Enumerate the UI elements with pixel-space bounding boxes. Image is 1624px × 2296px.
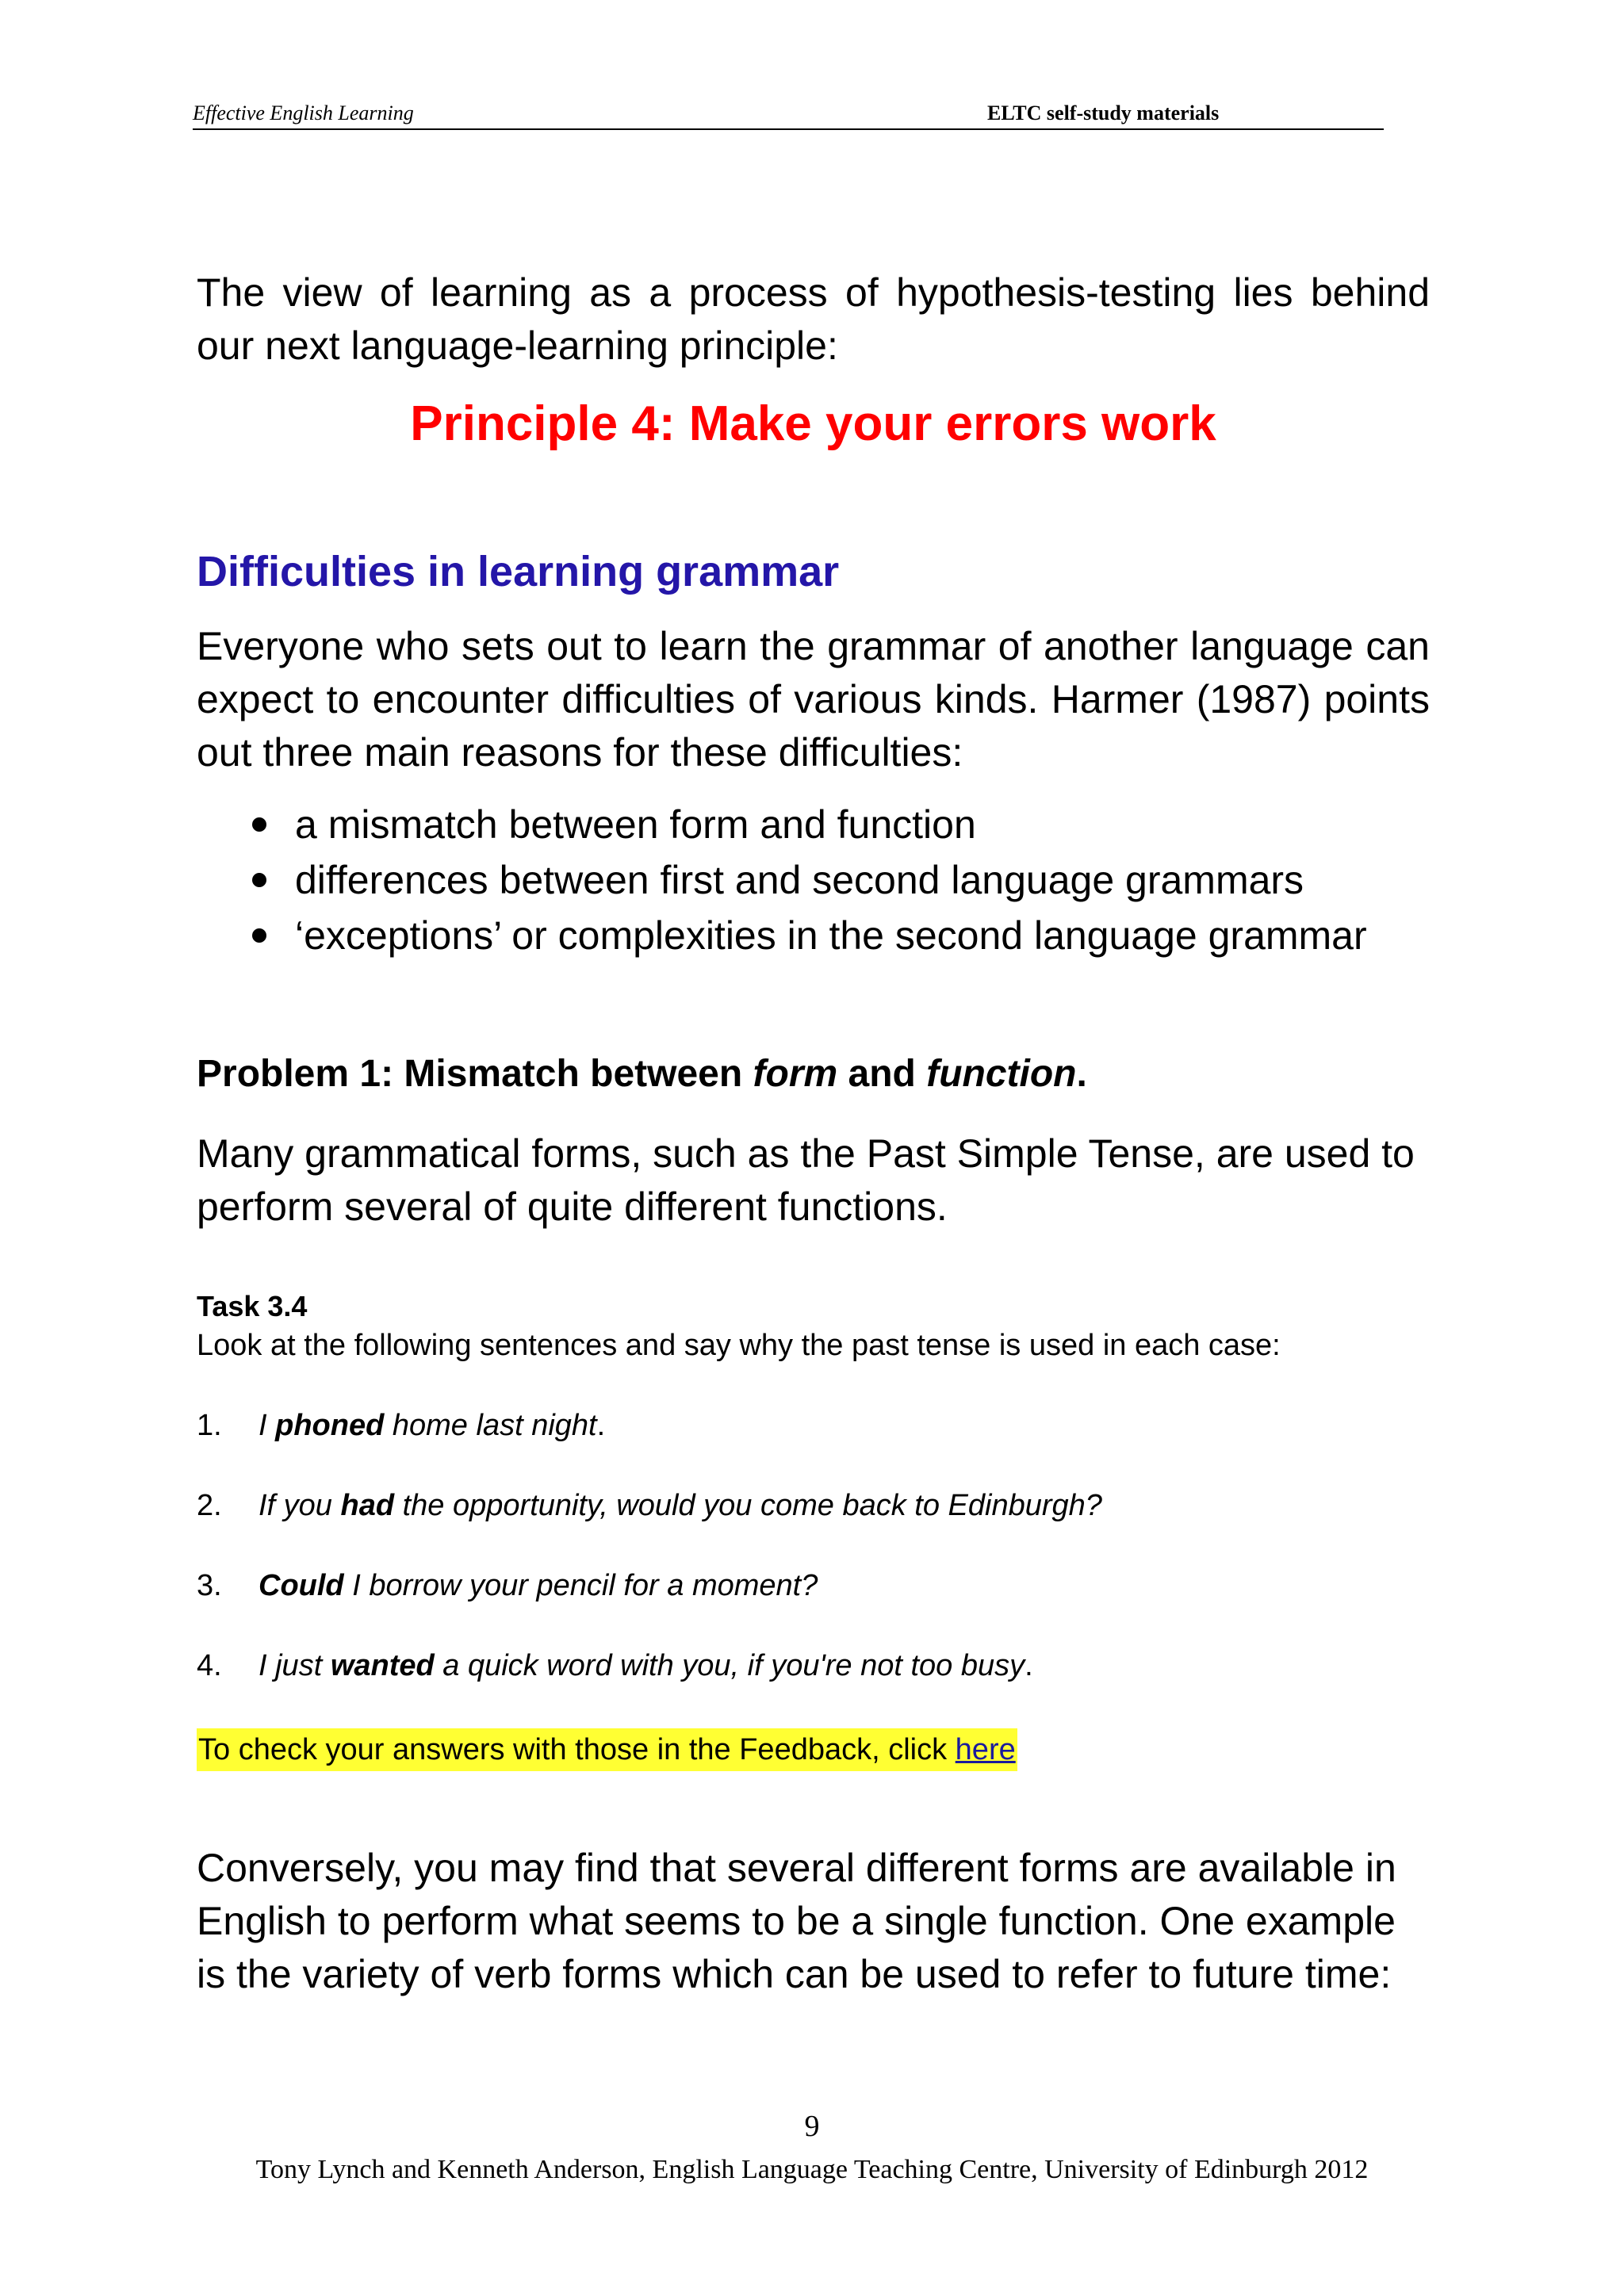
item-sentence [259,1646,1033,1686]
sentence-post: a quick word with you, if you're not too busy [434,1649,1025,1682]
list-item-text: a mismatch between form and function [295,802,976,847]
sentence-verb: phoned [275,1409,385,1442]
list-item [246,852,1367,908]
bullet-icon [252,873,266,887]
sentence-verb: Could [259,1569,344,1602]
list-item [246,908,1367,963]
reasons-list [246,797,1367,963]
intro-paragraph: The view of learning as a process of hypothesis-testing lies behind our next language-learning principle: [197,270,1430,368]
list-item [246,797,1367,852]
page-number: 9 [804,2110,820,2143]
problem-heading-and: and [837,1053,927,1095]
item-number: 2. [197,1489,222,1522]
bullet-icon [252,928,266,943]
sentence-post: the opportunity, would you come back to Edinburgh? [394,1489,1102,1522]
sentence-verb: wanted [330,1649,435,1682]
item-number: 3. [197,1569,222,1602]
header-title: Effective English Learning [193,101,414,124]
sentence-pre: I [259,1409,276,1442]
header-series: ELTC self-study materials [987,101,1220,124]
problem-paragraph: Many grammatical forms, such as the Past Simple Tense, are used to perform several of quite different functions. [197,1131,1415,1229]
item-sentence [259,1486,1102,1525]
problem-heading-form: form [753,1053,838,1095]
principle-heading: Principle 4: Make your errors work [410,396,1216,451]
bullet-icon [252,817,266,832]
page-header [193,97,1384,130]
item-number: 4. [197,1649,222,1682]
section-heading: Difficulties in learning grammar [197,548,840,595]
problem-heading-prefix: Problem 1: Mismatch between [197,1053,753,1095]
list-item-text: ‘exceptions’ or complexities in the second language grammar [295,913,1367,958]
feedback-link[interactable]: here [955,1733,1016,1766]
feedback-text: To check your answers with those in the Feedback, click [198,1733,956,1766]
problem-heading-function: function [926,1053,1077,1095]
problem-heading [197,1047,1087,1102]
closing-paragraph: Conversely, you may find that several different forms are available in English to perform what seems to be a single function. One example is the variety of verb forms which can be used to refer to future time: [197,1846,1396,1996]
sentence-end: . [1025,1649,1033,1682]
sentence-pre: If you [259,1489,341,1522]
item-number: 1. [197,1409,222,1442]
sentence-end: . [596,1409,606,1442]
section-paragraph: Everyone who sets out to learn the grammar of another language can expect to encounter difficulties of various kinds. Harmer (1987) points out three main reasons for these difficulties: [197,624,1430,775]
problem-heading-suffix: . [1076,1053,1087,1095]
sentence-verb: had [340,1489,395,1522]
list-item-text: differences between first and second language grammars [295,858,1304,902]
feedback-callout [197,1728,1017,1771]
task-title: Task 3.4 [197,1290,308,1322]
sentence-post: I borrow your pencil for a moment? [343,1569,818,1602]
sentence-pre: I just [259,1649,331,1682]
item-sentence [259,1406,605,1445]
item-sentence [259,1566,818,1605]
sentence-post: home last night [384,1409,597,1442]
page-footer: Tony Lynch and Kenneth Anderson, English Language Teaching Centre, University of Edinburgh 2012 [255,2155,1369,2184]
task-instruction: Look at the following sentences and say why the past tense is used in each case: [197,1329,1281,1362]
